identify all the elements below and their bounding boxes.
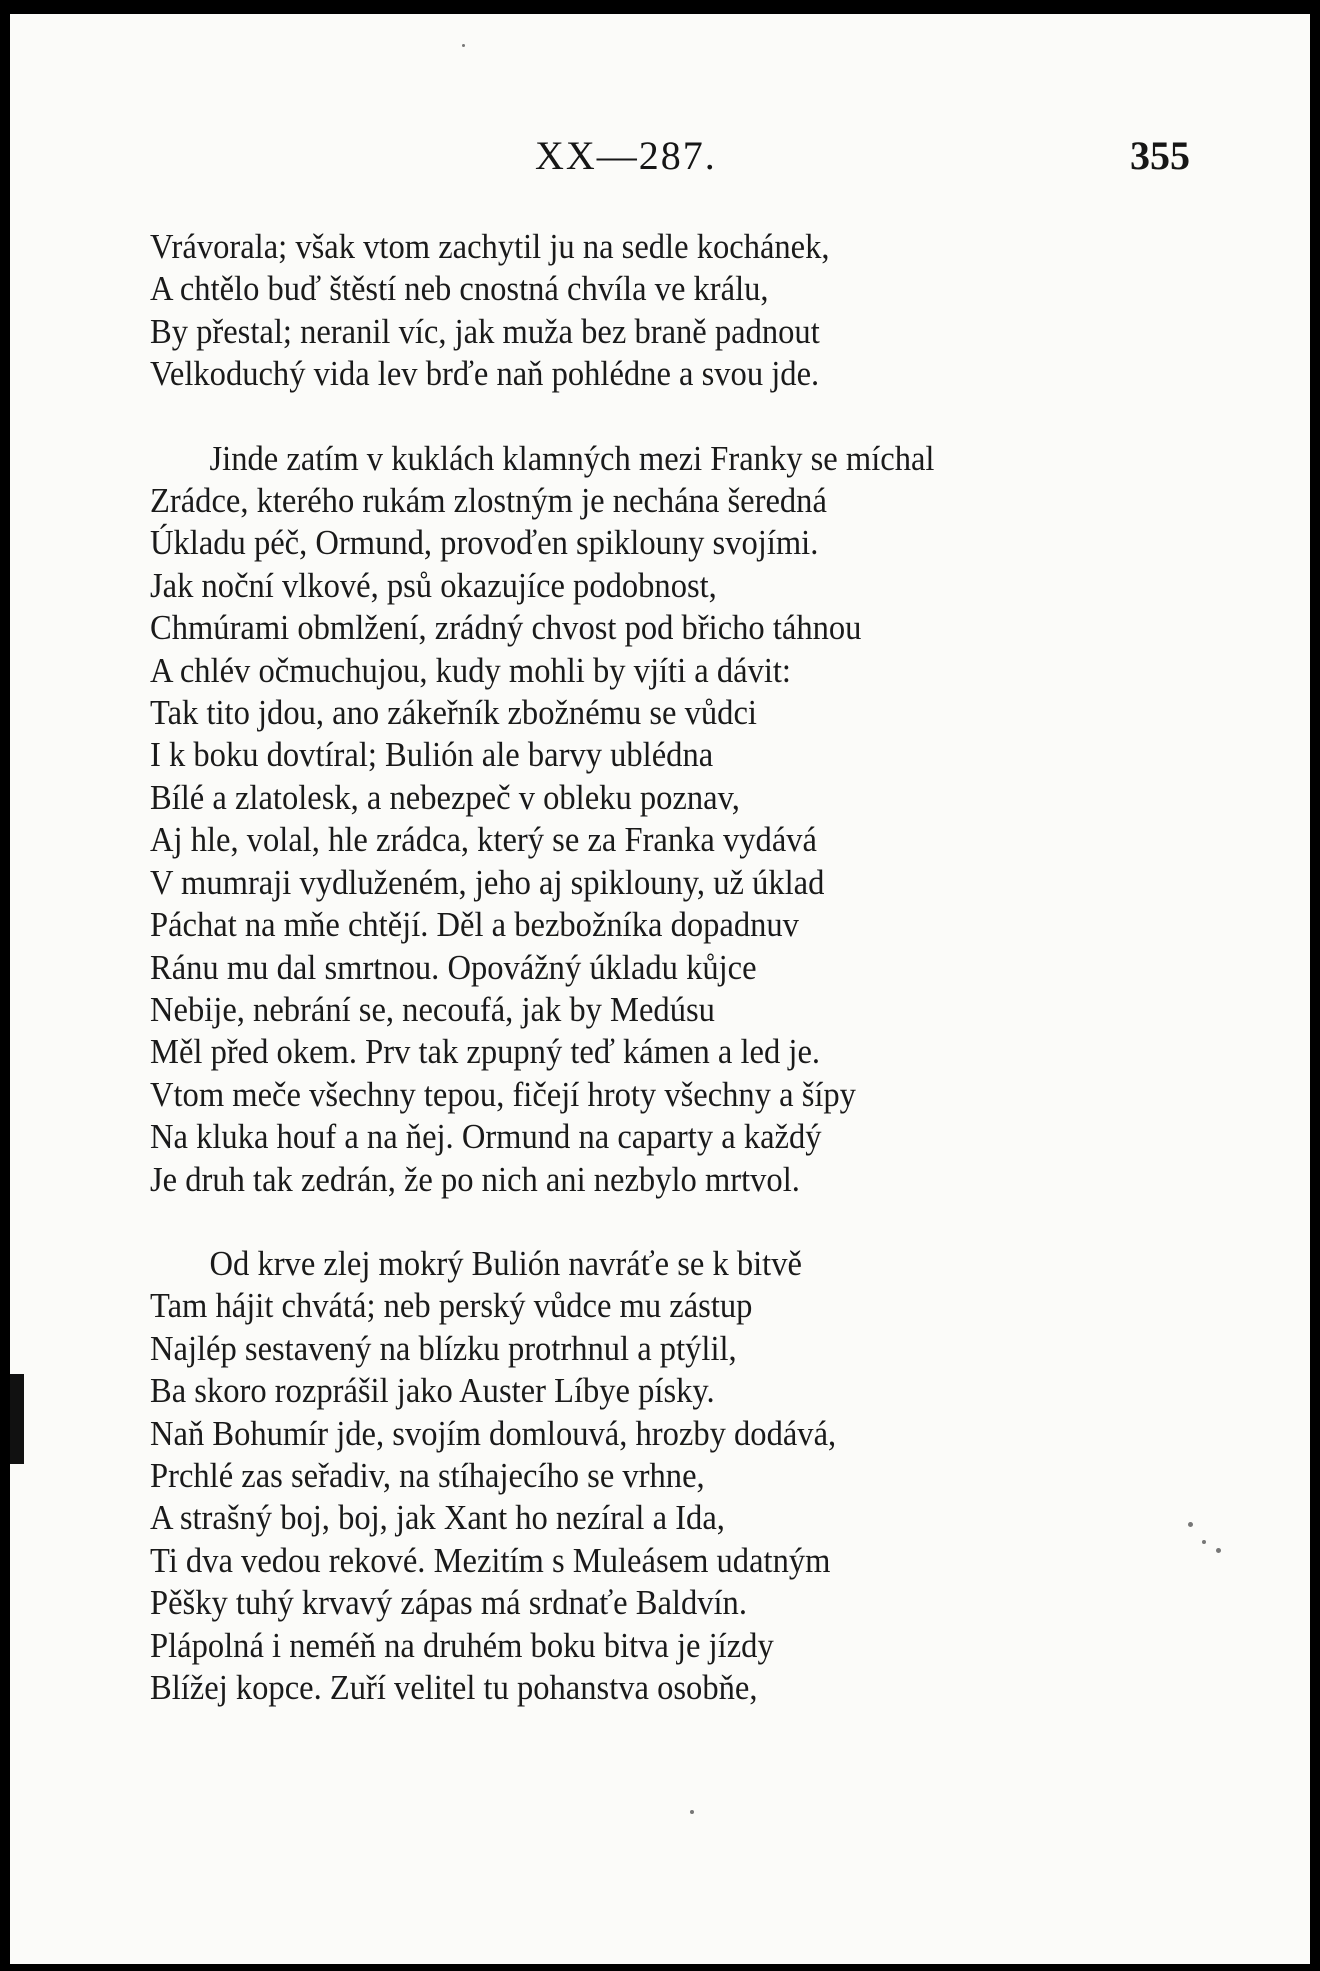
- verse-line: Pěšky tuhý krvavý zápas má srdnaťe Baldvín.: [150, 1583, 747, 1623]
- verse-line: Naň Bohumír jde, svojím domlouvá, hrozby dodává,: [150, 1413, 837, 1453]
- verse-line: Jak noční vlkové, psů okazujíce podobnost,: [150, 565, 717, 605]
- verse-line: Bílé a zlatolesk, a nebezpeč v obleku poznav,: [150, 777, 740, 817]
- verse-line: Na kluka houf a na ňej. Ormund na caparty a každý: [150, 1117, 822, 1157]
- verse-line: A strašný boj, boj, jak Xant ho nezíral a Ida,: [150, 1498, 725, 1538]
- ink-speck: [690, 1810, 694, 1814]
- verse-line: Prchlé zas seřadiv, na stíhajecího se vrhne,: [150, 1455, 705, 1495]
- verse-line: Plápolná i neméň na druhém boku bitva je jízdy: [150, 1625, 774, 1665]
- book-page: [10, 14, 1310, 1964]
- ink-speck: [462, 44, 465, 47]
- verse-line: Ba skoro rozprášil jako Auster Líbye písky.: [150, 1371, 715, 1411]
- verse-line: Ránu mu dal smrtnou. Opovážný úkladu kůjce: [150, 947, 757, 987]
- page-number: 355: [1130, 133, 1190, 178]
- verse-line: Měl před okem. Prv tak zpupný teď kámen a led je.: [150, 1032, 821, 1072]
- verse-line: Páchat na mňe chtějí. Děl a bezbožníka dopadnuv: [150, 905, 799, 945]
- stanza: [150, 226, 1170, 396]
- stanza: [150, 1243, 1170, 1709]
- verse-line: I k boku dovtíral; Bulión ale barvy ublédna: [150, 735, 714, 775]
- ink-speck: [1216, 1548, 1221, 1553]
- verse-line: Zrádce, kterého rukám zlostným je nechána šeredná: [150, 481, 827, 521]
- verse-line: Velkoduchý vida lev brďe naň pohlédne a svou jde.: [150, 354, 820, 394]
- verse-line: Úkladu péč, Ormund, provoďen spiklouny svojími.: [150, 523, 819, 563]
- verse-line: Vrávorala; však vtom zachytil ju na sedle kochánek,: [150, 227, 830, 266]
- verse-line: A chtělo buď štěstí neb cnostná chvíla ve králu,: [150, 269, 769, 309]
- verse-line: By přestal; neranil víc, jak muža bez braně padnout: [150, 311, 820, 351]
- verse-line: Ti dva vedou rekové. Mezitím s Muleásem udatným: [150, 1540, 831, 1580]
- verse-line: Je druh tak zedrán, že po nich ani nezbylo mrtvol.: [150, 1159, 800, 1199]
- verse-line: Aj hle, volal, hle zrádca, který se za Franka vydává: [150, 820, 817, 860]
- ink-speck: [1202, 1540, 1206, 1544]
- verse-line: Vtom meče všechny tepou, fičejí hroty všechny a šípy: [150, 1074, 856, 1114]
- verse-line: Najlép sestavený na blízku protrhnul a ptýlil,: [150, 1328, 737, 1368]
- verse-line: Chmúrami obmlžení, zrádný chvost pod břicho táhnou: [150, 608, 862, 648]
- verse-line: Od krve zlej mokrý Bulión navráťe se k bitvě: [209, 1243, 802, 1283]
- verse-line: Jinde zatím v kuklách klamných mezi Franky se míchal: [209, 438, 935, 478]
- verse-line: A chlév očmuchujou, kudy mohli by vjíti a dávit:: [150, 650, 791, 690]
- verse-line: Tak tito jdou, ano zákeřník zbožnému se vůdci: [150, 693, 757, 733]
- binding-shadow: [10, 1374, 24, 1464]
- page-header: [10, 132, 1310, 192]
- verse-line: Blížej kopce. Zuří velitel tu pohanstva osobňe,: [150, 1668, 758, 1707]
- verse-line: V mumraji vydluženém, jeho aj spiklouny, už úklad: [150, 862, 825, 902]
- poem-text: [150, 226, 1170, 1709]
- verse-line: Tam hájit chvátá; neb perský vůdce mu zástup: [150, 1286, 753, 1326]
- running-head: XX—287.: [535, 133, 717, 178]
- verse-line: Nebije, nebrání se, necoufá, jak by Medúsu: [150, 989, 715, 1029]
- ink-speck: [1188, 1522, 1193, 1527]
- stanza: [150, 438, 1170, 1201]
